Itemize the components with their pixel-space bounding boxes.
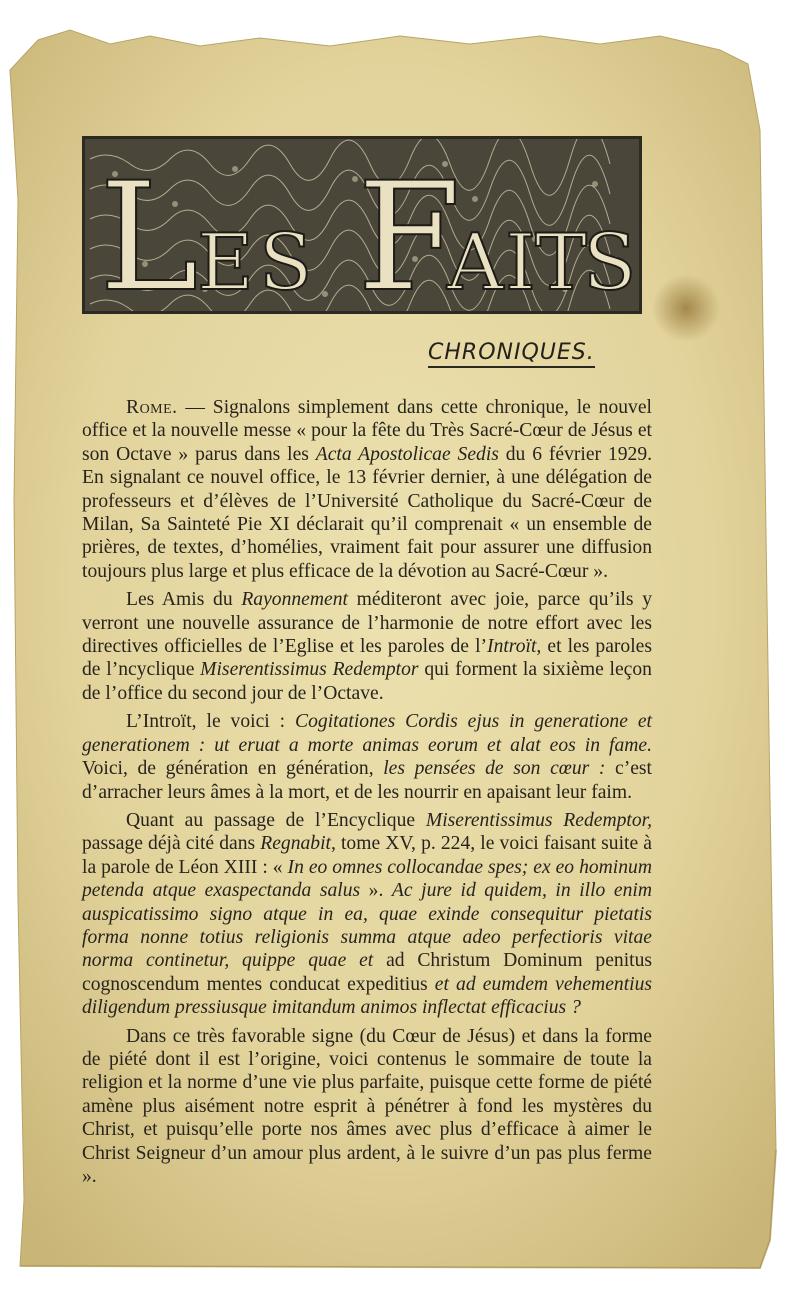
paragraph-text-segment: In eo omnes collocandae spes; ex eo hominum petenda atque exaspectanda salus — [82, 856, 652, 902]
paragraph-text-segment: qui forment la sixième leçon de l’office du second jour de l’Octave. — [82, 659, 652, 704]
paragraph-text-segment: Miserentissimus Redemptor, — [425, 809, 652, 831]
svg-text:T: T — [535, 218, 588, 308]
paragraph — [82, 396, 652, 583]
les-faits-banner — [82, 136, 642, 314]
paragraph-text-segment: Regnabit, — [260, 833, 336, 855]
svg-text:I: I — [505, 218, 536, 308]
paragraph — [82, 809, 652, 1020]
paragraph-text-segment: Les Amis du — [126, 589, 242, 611]
paragraph-text-segment: du 6 février 1929. En signalant ce nouvel office, le 13 février dernier, à une délégation de professeurs et d’élèves de l’Université Catholique du Sacré-Cœur de Milan, Sa Sainteté Pie XI déclarait qu’il comprenait « un ensemble de prières, de textes, d’homélies, vraiment fait pour assurer une diffusion toujours plus large et plus efficace de la dévotion au Sacré-Cœur ». — [82, 443, 653, 582]
paragraph-text-segment: méditeront avec joie, parce qu’ils y verront une nouvelle assurance de l’harmonie de notre effort avec les directives officielles de l’Eglise et les paroles de l’ — [82, 589, 652, 658]
section-title: CHRONIQUES. — [428, 340, 595, 368]
banner-letter-l: L — [99, 151, 199, 311]
paragraph-text-segment: , et les paroles de l’ncyclique — [82, 636, 652, 681]
ornate-foliage-pattern — [85, 139, 639, 311]
svg-text:S: S — [259, 218, 313, 308]
paragraph-text-segment: L’Introït, le voici : — [126, 711, 296, 733]
paragraph-text-segment: Voici, de génération en génération, — [82, 758, 384, 780]
svg-text:E: E — [197, 218, 254, 308]
paragraph — [82, 710, 652, 804]
paragraph-text-segment: — Signalons simplement dans cette chronique, le nouvel office et la nouvelle messe « pour la fête du Très Sacré-Cœur de Jésus et son Octave » parus dans les — [82, 397, 652, 465]
paragraph — [82, 1025, 652, 1189]
paragraph-text-segment: passage déjà cité dans — [82, 833, 261, 855]
svg-text:S: S — [583, 218, 637, 308]
paragraph-text-segment: Miserentissimus Redemptor — [200, 659, 419, 681]
paragraph-text-segment: tome XV, p. 224, le voici faisant suite à la parole de Léon XIII : « — [82, 833, 653, 878]
article-body — [82, 396, 652, 1193]
paragraph-text-segment: c’est d’arracher leurs âmes à la mort, et de les nourrir en apaisant leur faim. — [82, 758, 652, 803]
paragraph-text-segment: Quant au passage de l’Encyclique — [126, 809, 426, 831]
paragraph-text-segment: Dans ce très favorable signe (du Cœur de Jésus) et dans la forme de piété dont il est l’origine, voici contenus le sommaire de toute la religion et la norme d’une vie plus parfaite, puisque cette forme de piété amène plus aisément notre esprit à pénétrer à fond les mystères du Christ, et puisqu’elle porte nos âmes avec plus d’efficace à aimer le Christ Seigneur d’un amour plus ardent, à le suivre d’un pas plus ferme ». — [82, 1025, 652, 1187]
paragraph-text-segment: et ad eumdem vehementius diligendum pressiusque imitandum animos inflectat efficacius ? — [82, 973, 653, 1019]
paragraph-text-segment: Rayonnement — [241, 589, 348, 611]
paragraph-text-segment: Introït — [487, 636, 537, 658]
paragraph — [82, 588, 652, 705]
paragraph-text-segment: ». — [360, 880, 392, 902]
paragraph-text-segment: Ac jure id quidem, in illo enim auspicatissimo signo atque in ea, quae exinde consequitur pietatis forma nonne totius religionis summa atque adeo perfectioris vitae norma continetur, quippe quae et — [82, 880, 652, 972]
paragraph-text-segment: les pensées de son cœur : — [383, 758, 606, 780]
paragraph-text-segment: Acta Apostolicae Sedis — [315, 443, 499, 465]
paragraph-text-segment: Cogitationes Cordis ejus in generatione et generationem : ut eruat a morte animas eorum et alat eos in fame. — [82, 711, 652, 756]
svg-text:A: A — [447, 218, 504, 308]
paragraph-text-segment: Rome. — [126, 397, 178, 418]
paragraph-text-segment: ad Christum Dominum penitus cognoscendum mentes conducat expeditius — [82, 950, 652, 995]
svg-text:F: F — [357, 151, 462, 311]
